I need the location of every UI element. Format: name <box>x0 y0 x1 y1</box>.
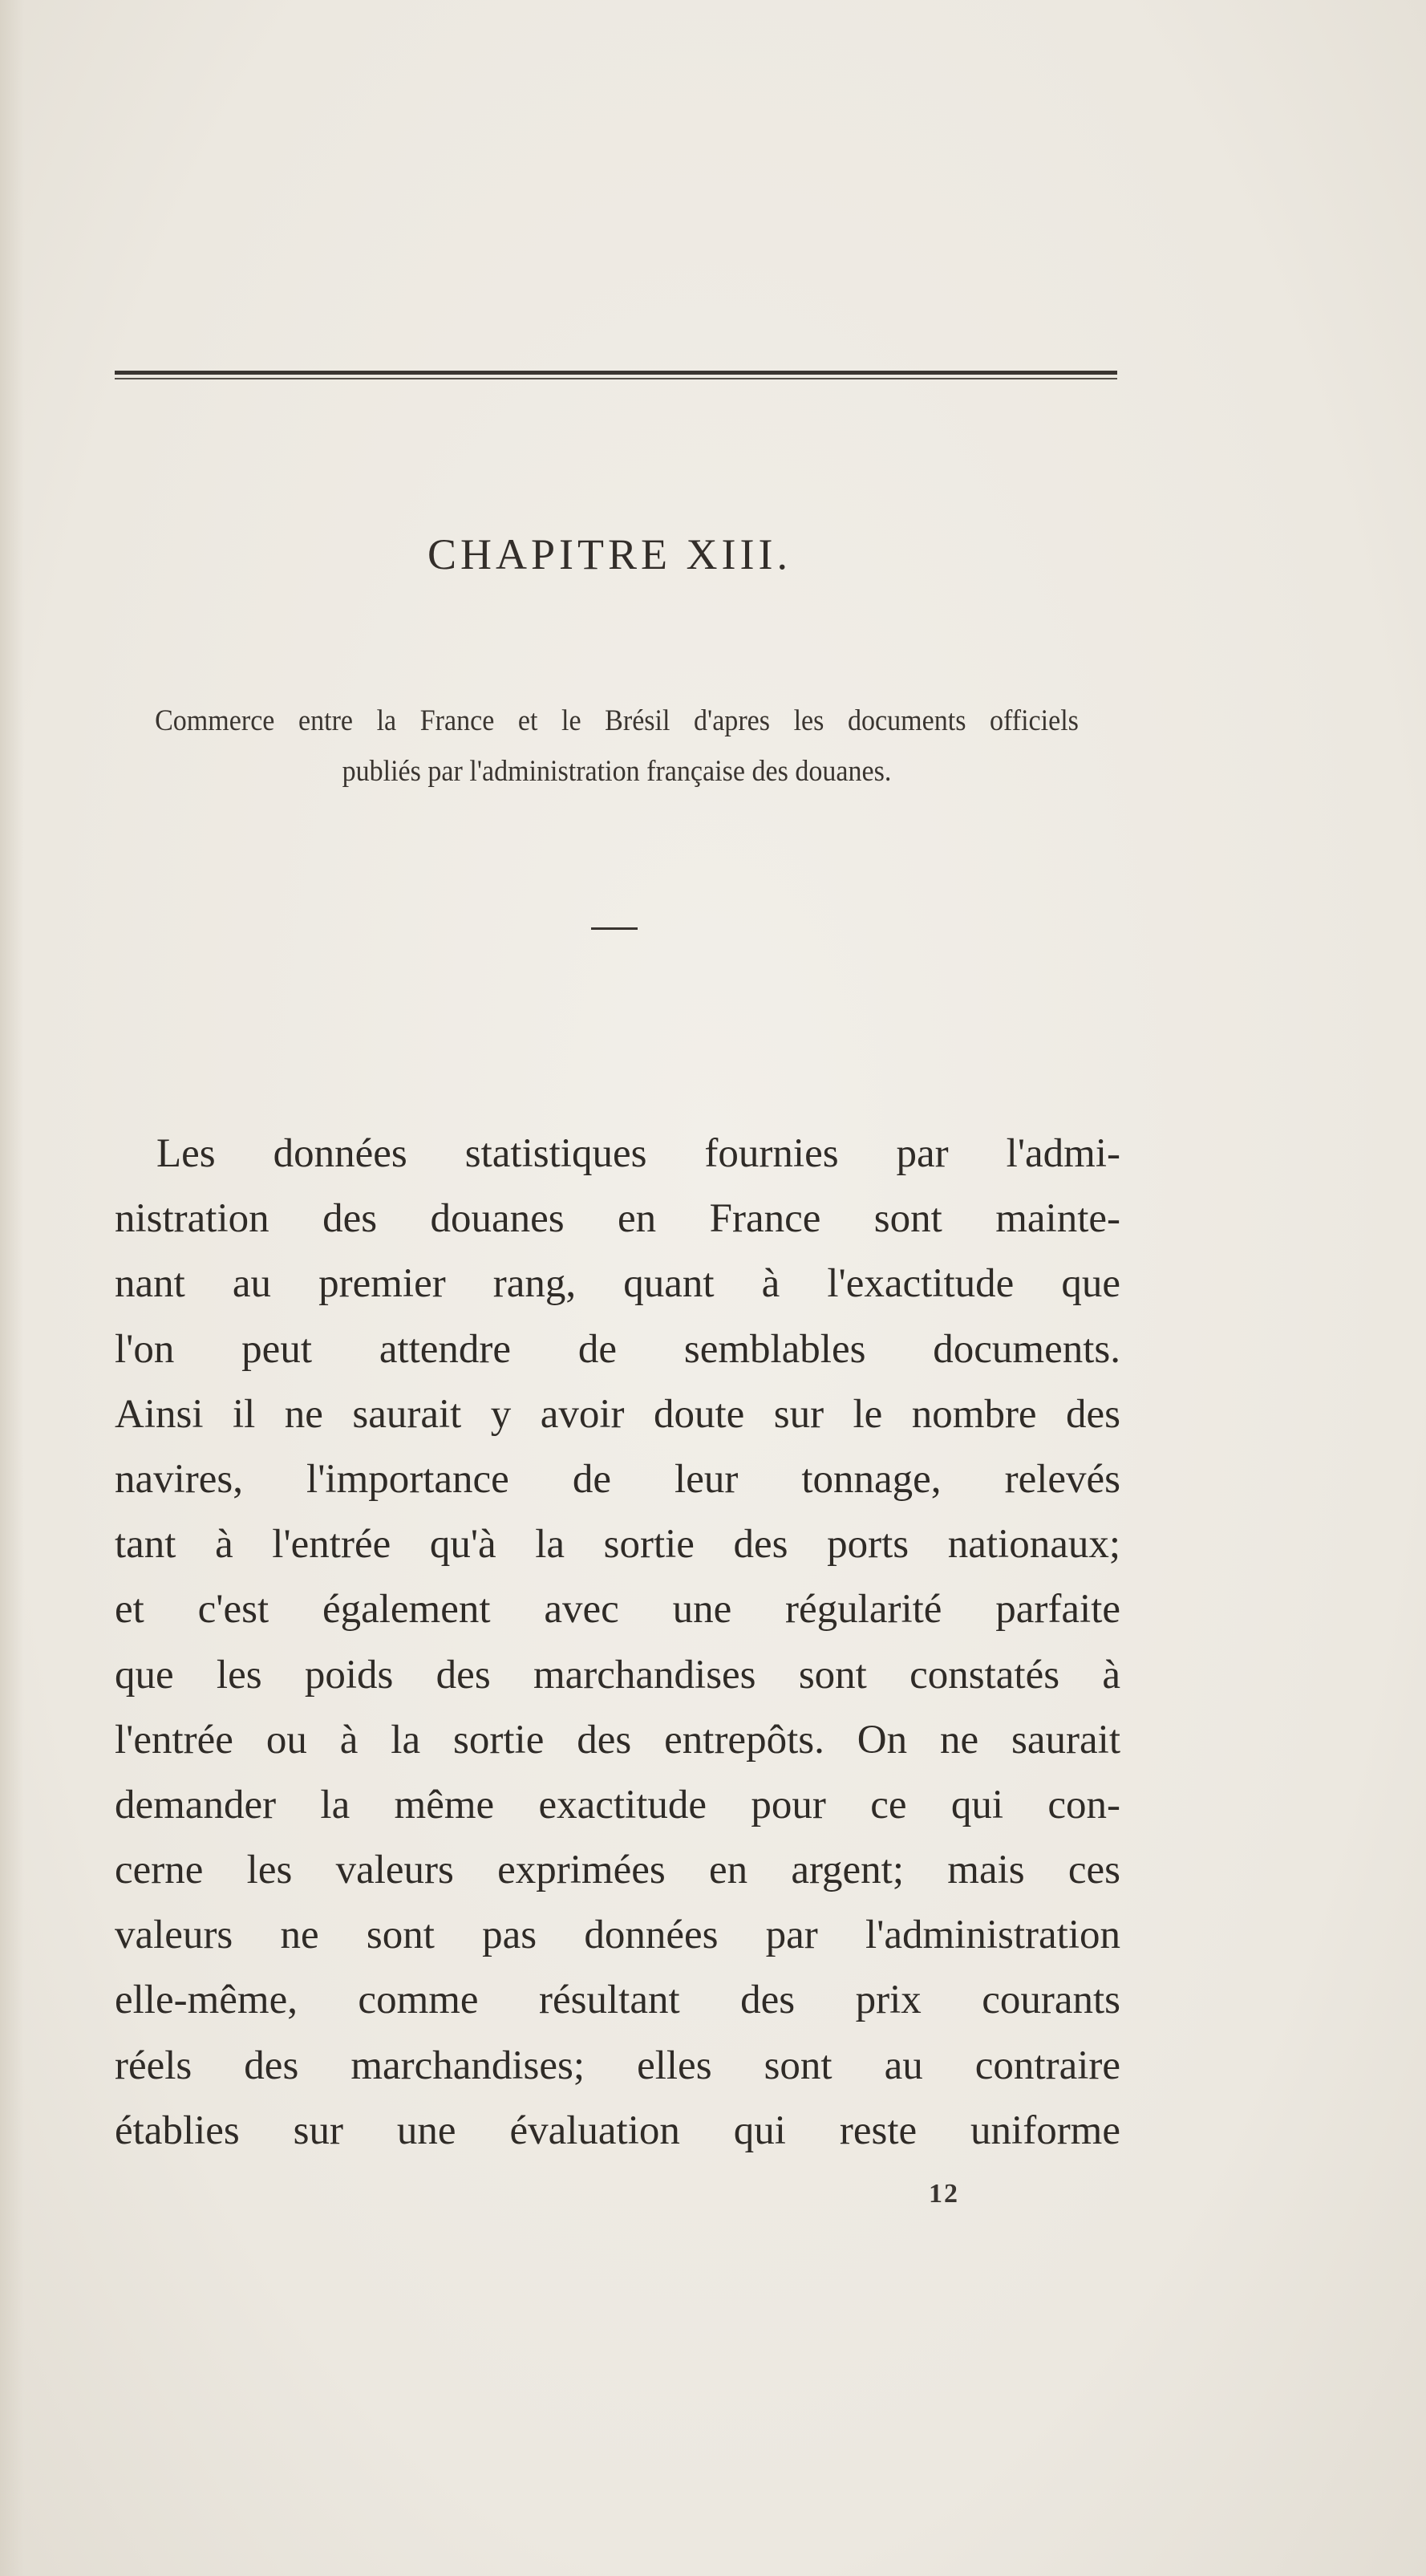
header-rule-thin <box>115 378 1117 379</box>
body-line: elle-même, comme résultant des prix courants <box>115 1978 1120 2023</box>
body-line: valeurs ne sont pas données par l'administration <box>115 1913 1120 1958</box>
chapter-subtitle-line: publiés par l'administration française des douanes. <box>342 755 892 788</box>
section-dash <box>591 927 638 930</box>
chapter-title: CHAPITRE XIII. <box>427 530 792 578</box>
body-line: l'on peut attendre de semblables documents. <box>115 1326 1120 1372</box>
body-line: nant au premier rang, quant à l'exactitude que <box>115 1261 1120 1307</box>
body-line: tant à l'entrée qu'à la sortie des ports nationaux; <box>115 1522 1120 1568</box>
body-line: établies sur une évaluation qui reste uniforme <box>115 2107 1120 2153</box>
body-text <box>115 1122 1120 2164</box>
body-line: Les données statistiques fournies par l'admi- <box>156 1131 1120 1176</box>
body-line: nistration des douanes en France sont mainte- <box>115 1196 1120 1242</box>
body-line: que les poids des marchandises sont constatés à <box>115 1652 1120 1698</box>
body-line: Ainsi il ne saurait y avoir doute sur le nombre des <box>115 1391 1120 1437</box>
page-edge-shadow <box>0 0 24 2576</box>
header-rule-thick <box>115 371 1117 375</box>
body-line: et c'est également avec une régularité parfaite <box>115 1587 1120 1633</box>
chapter-subtitle-line: Commerce entre la France et le Brésil d'apres les documents officiels <box>155 704 1079 737</box>
signature-mark: 12 <box>929 2179 959 2209</box>
body-line: navires, l'importance de leur tonnage, relevés <box>115 1456 1120 1502</box>
body-line: l'entrée ou à la sortie des entrepôts. On ne saurait <box>115 1717 1120 1763</box>
body-line: cerne les valeurs exprimées en argent; mais ces <box>115 1848 1120 1893</box>
body-line: réels des marchandises; elles sont au contraire <box>115 2043 1120 2088</box>
body-line: demander la même exactitude pour ce qui con- <box>115 1782 1120 1828</box>
